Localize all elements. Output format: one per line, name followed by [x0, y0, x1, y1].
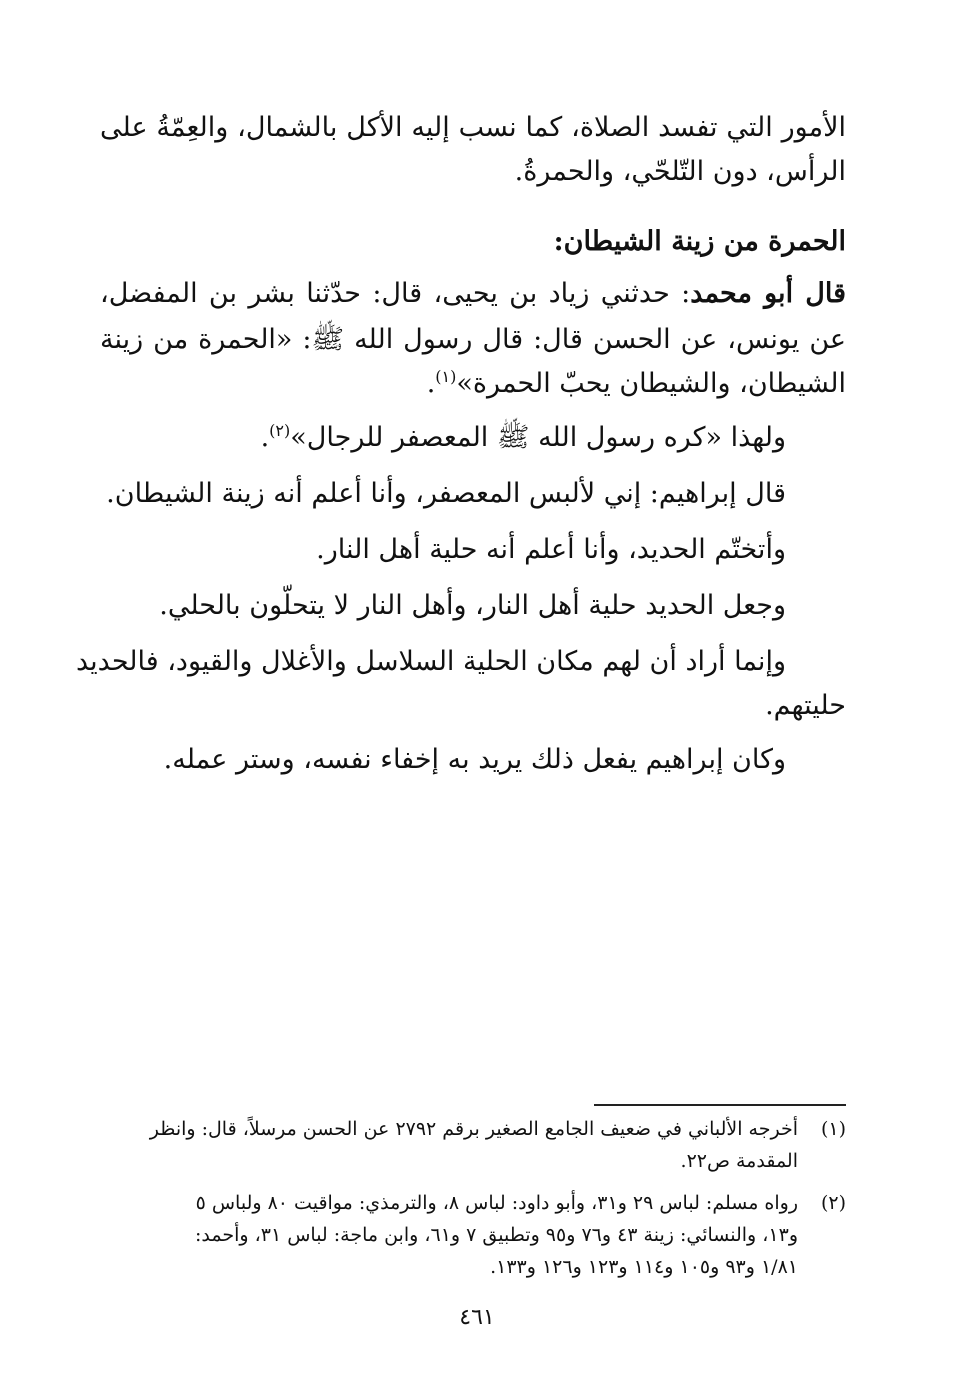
para3-end: . — [260, 422, 270, 453]
section-heading: الحمرة من زينة الشيطان: — [553, 226, 846, 257]
footnote-2-number: (٢) — [820, 1192, 846, 1214]
footnote-1 — [100, 1114, 846, 1174]
footnote-1-line-2: المقدمة ص٢٢. — [680, 1150, 798, 1172]
para3-text: ولهذا «كره رسول الله ﷺ المعصفر للرجال» — [290, 422, 786, 453]
para3 — [100, 418, 786, 458]
para8: وكان إبراهيم يفعل ذلك يريد به إخفاء نفسه، وستر عمله. — [163, 744, 786, 775]
footnote-ref-2: (٢) — [269, 421, 291, 440]
footnote-2 — [100, 1188, 846, 1284]
footnote-1-line-1: أخرجه الألباني في ضعيف الجامع الصغير برقم ٢٧٩٢ عن الحسن مرسلاً، قال: وانظر — [149, 1118, 798, 1140]
para7-line-1: وإنما أراد أن لهم مكان الحلية السلاسل والأغلال والقيود، فالحديد — [75, 646, 786, 677]
para2-line-2: عن يونس، عن الحسن قال: قال رسول الله ﷺ: «الحمرة من زينة — [100, 324, 846, 355]
footnote-2-line-1: رواه مسلم: لباس ٢٩ و٣١، وأبو داود: لباس ٨، والترمذي: مواقيت ٨٠ ولباس ٥ — [195, 1192, 798, 1214]
speaker-name: قال أبو محمد — [690, 278, 847, 309]
para2-line-3-end: . — [426, 368, 436, 399]
body-line-2: الرأس، دون التّلحّي، والحمرةُ. — [514, 156, 846, 187]
para2-line-3-text: الشيطان، والشيطان يحبّ الحمرة» — [456, 368, 846, 399]
para5: وأتختّم الحديد، وأنا أعلم أنه حلية أهل النار. — [316, 534, 786, 565]
para4: قال إبراهيم: إني لألبس المعصفر، وأنا أعلم أنه زينة الشيطان. — [106, 478, 786, 509]
footnote-ref-1: (١) — [435, 367, 457, 386]
para2-line-1-rest: : حدثني زياد بن يحيى، قال: حدّثنا بشر بن المفضل، — [100, 278, 691, 309]
para2-line-1 — [100, 274, 846, 314]
footnote-2-line-2: و١٣، والنسائي: زينة ٤٣ و٧٦ و٩٥ وتطبيق ٧ و٦١، وابن ماجة: لباس ٣١، وأحمد: — [195, 1224, 798, 1246]
body-line-1: الأمور التي تفسد الصلاة، كما نسب إليه الأكل بالشمال، والعِمّةُ على — [100, 112, 846, 143]
footnote-separator — [594, 1104, 846, 1106]
footnote-1-number: (١) — [820, 1118, 846, 1140]
footnote-2-line-3: ١/٨١ و٩٣ و١٠٥ و١١٤ و١٢٣ و١٢٦ و١٣٣. — [490, 1256, 798, 1278]
page-number: ٤٦١ — [459, 1305, 495, 1330]
para7-line-2: حليتهم. — [765, 690, 846, 721]
para6: وجعل الحديد حلية أهل النار، وأهل النار لا يتحلّون بالحلي. — [159, 590, 786, 621]
para2-line-3 — [100, 364, 846, 404]
